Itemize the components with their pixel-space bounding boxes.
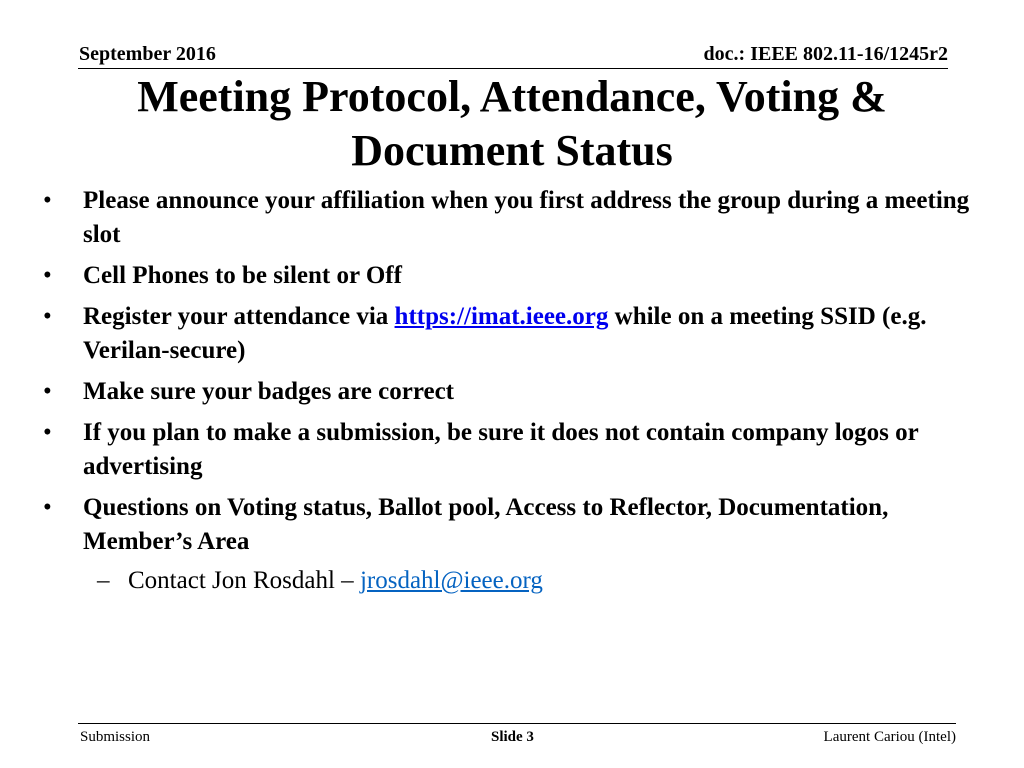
footer-author: Laurent Cariou (Intel) <box>823 729 956 745</box>
footer-divider <box>78 723 956 724</box>
bullet-submission <box>0 416 1024 484</box>
contact-email-link[interactable]: jrosdahl@ieee.org <box>359 567 543 594</box>
bullet-cell-phones <box>0 259 1024 293</box>
sub-bullet-contact <box>0 564 1024 598</box>
bullet-register-text-after: while on a meeting SSID (e.g. Verilan-secure) <box>83 303 927 364</box>
bullet-badges-text: Make sure your badges are correct <box>83 378 454 405</box>
bullet-register <box>0 300 1024 368</box>
bullet-dot-icon: • <box>43 187 52 214</box>
bullet-questions-text: Questions on Voting status, Ballot pool, Access to Reflector, Documentation, Member’s Area <box>83 494 889 555</box>
bullet-dot-icon: • <box>43 262 52 289</box>
imat-link[interactable]: https://imat.ieee.org <box>394 303 609 330</box>
bullet-list <box>0 184 1024 598</box>
bullet-dot-icon: • <box>43 419 52 446</box>
bullet-dot-icon: • <box>43 378 52 405</box>
header-date: September 2016 <box>79 43 216 65</box>
dash-icon: – <box>97 567 110 594</box>
bullet-dot-icon: • <box>43 303 52 330</box>
bullet-cell-phones-text: Cell Phones to be silent or Off <box>83 262 402 289</box>
footer-slide-number: Slide 3 <box>491 729 534 745</box>
header-divider <box>78 68 948 69</box>
bullet-questions <box>0 491 1024 559</box>
slide-title <box>60 70 964 178</box>
bullet-badges <box>0 375 1024 409</box>
slide-title-line-2: Document Status <box>351 126 673 175</box>
sub-bullet-contact-text: Contact Jon Rosdahl – <box>128 567 360 594</box>
header-doc-id: doc.: IEEE 802.11-16/1245r2 <box>703 43 948 65</box>
bullet-dot-icon: • <box>43 494 52 521</box>
bullet-register-text-before: Register your attendance via <box>83 303 395 330</box>
bullet-affiliation-text: Please announce your affiliation when you first address the group during a meeting slot <box>83 187 970 248</box>
footer-submission: Submission <box>80 729 151 745</box>
bullet-affiliation <box>0 184 1024 252</box>
slide-title-line-1: Meeting Protocol, Attendance, Voting & <box>137 72 887 121</box>
bullet-submission-text: If you plan to make a submission, be sure it does not contain company logos or advertising <box>83 419 919 480</box>
